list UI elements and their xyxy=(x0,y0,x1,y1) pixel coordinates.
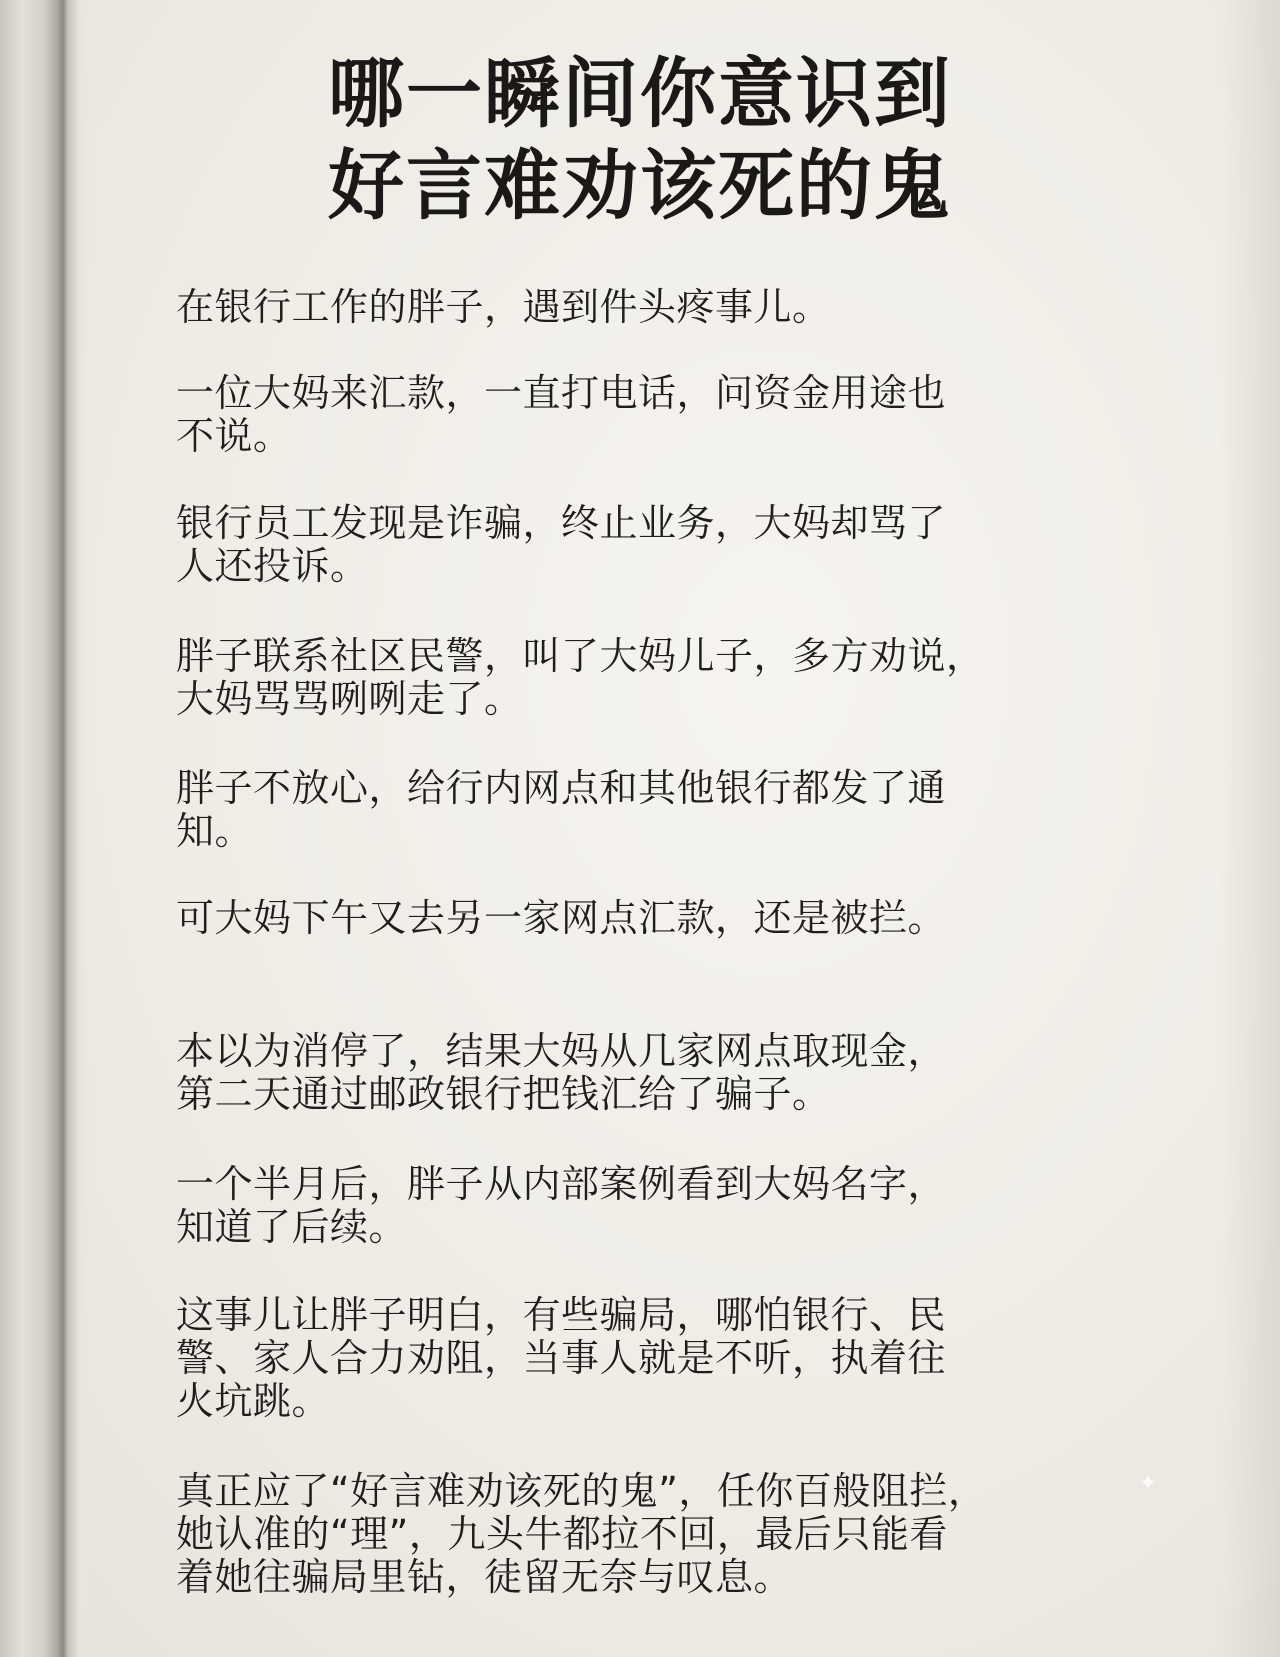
paragraph-5 xyxy=(176,767,1096,853)
paragraph-line: 着她往骗局里钻，徒留无奈与叹息。 xyxy=(176,1555,793,1599)
paragraph-line: 大妈骂骂咧咧走了。 xyxy=(176,677,523,721)
paragraph-6 xyxy=(176,897,1096,940)
paragraph-4 xyxy=(176,635,1096,721)
paragraph-line: 胖子不放心，给行内网点和其他银行都发了通 xyxy=(176,766,947,810)
paragraph-line: 火坑跳。 xyxy=(176,1379,331,1423)
paragraph-10 xyxy=(176,1470,1096,1599)
paragraph-line: 一位大妈来汇款，一直打电话，问资金用途也 xyxy=(176,371,947,415)
paragraph-line: 人还投诉。 xyxy=(176,544,369,588)
paragraph-8 xyxy=(176,1163,1096,1249)
paragraph-line: 不说。 xyxy=(176,414,292,458)
title-line-1: 哪一瞬间你意识到 xyxy=(328,49,952,138)
paragraph-line: 她认准的“理”，九头牛都拉不回，最后只能看 xyxy=(176,1512,948,1556)
paragraph-line: 本以为消停了，结果大妈从几家网点取现金， xyxy=(176,1029,947,1073)
paragraph-9 xyxy=(176,1294,1096,1423)
page-title xyxy=(0,48,1280,232)
paragraph-line: 胖子联系社区民警，叫了大妈儿子，多方劝说， xyxy=(176,634,985,678)
paragraph-line: 警、家人合力劝阻，当事人就是不听，执着往 xyxy=(176,1336,947,1380)
paragraph-line: 真正应了“好言难劝该死的鬼”，任你百般阻拦， xyxy=(176,1469,987,1513)
title-line-2: 好言难劝该死的鬼 xyxy=(328,141,952,230)
paragraph-2 xyxy=(176,372,1096,458)
sparkle-icon: ✦ xyxy=(1138,1471,1158,1496)
paragraph-line: 第二天通过邮政银行把钱汇给了骗子。 xyxy=(176,1072,831,1116)
paragraph-line: 在银行工作的胖子，遇到件头疼事儿。 xyxy=(176,285,831,329)
page-edge-shade xyxy=(1220,0,1280,1657)
paragraph-1 xyxy=(176,286,1096,329)
paragraph-line: 银行员工发现是诈骗，终止业务，大妈却骂了 xyxy=(176,501,947,545)
paragraph-3 xyxy=(176,502,1096,588)
paragraph-7 xyxy=(176,1030,1096,1116)
paragraph-line: 可大妈下午又去另一家网点汇款，还是被拦。 xyxy=(176,896,947,940)
paragraph-line: 知。 xyxy=(176,809,254,853)
paragraph-line: 一个半月后，胖子从内部案例看到大妈名字， xyxy=(176,1162,947,1206)
book-spine-gutter xyxy=(0,0,90,1657)
paragraph-line: 这事儿让胖子明白，有些骗局，哪怕银行、民 xyxy=(176,1293,947,1337)
paragraph-line: 知道了后续。 xyxy=(176,1205,408,1249)
